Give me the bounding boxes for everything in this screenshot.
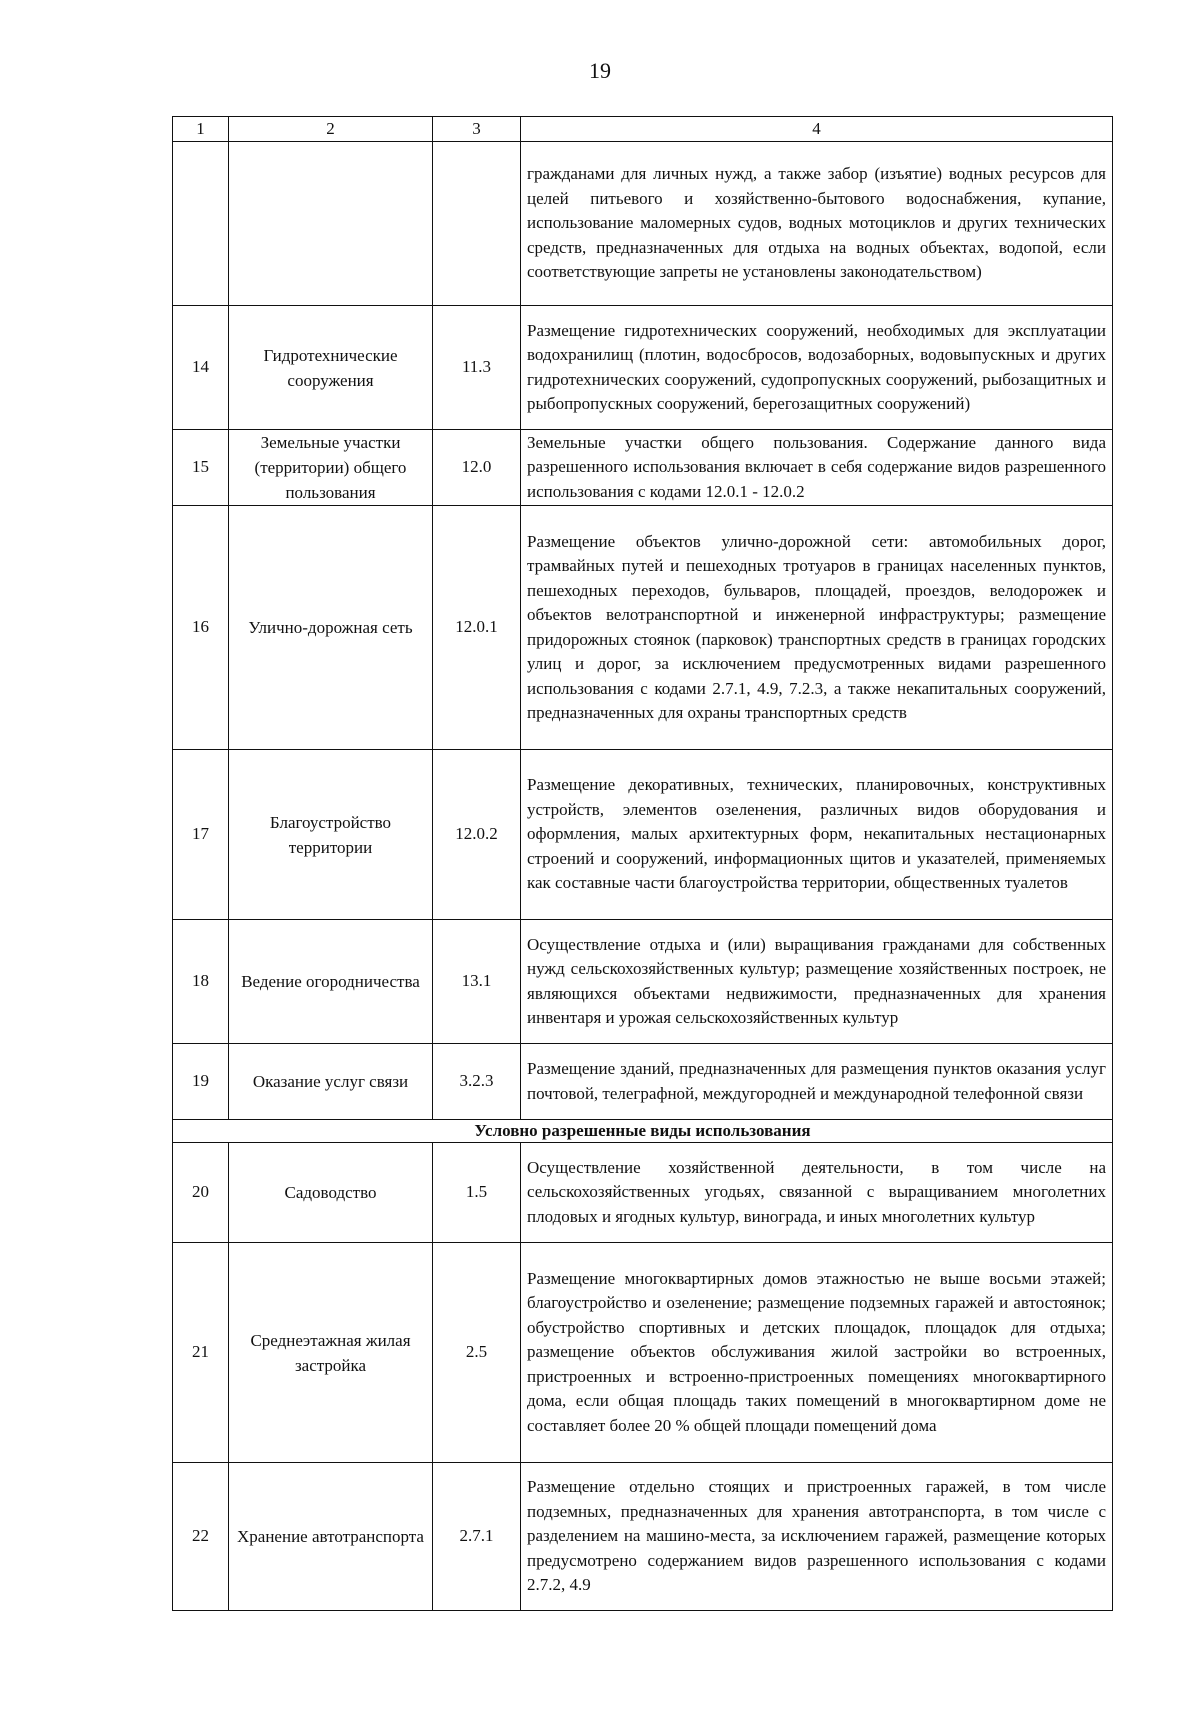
use-name: Хранение автотранспорта bbox=[229, 1463, 433, 1611]
row-number: 20 bbox=[173, 1143, 229, 1243]
land-use-table bbox=[172, 116, 1113, 1611]
row-number: 16 bbox=[173, 506, 229, 750]
table-row bbox=[173, 1463, 1113, 1611]
section-title: Условно разрешенные виды использования bbox=[173, 1120, 1113, 1143]
use-code: 1.5 bbox=[433, 1143, 521, 1243]
use-description: Размещение отдельно стоящих и пристроенных гаражей, в том числе подземных, предназначенных для хранения автотранспорта, в том числе с разделением на машино-места, за исключением гаражей, размещение которых предусмотрено содержанием видов разрешенного использования с кодами 2.7.2, 4.9 bbox=[521, 1463, 1113, 1611]
header-col-1: 1 bbox=[173, 117, 229, 142]
header-col-4: 4 bbox=[521, 117, 1113, 142]
use-name: Благоустройство территории bbox=[229, 750, 433, 920]
use-description: Земельные участки общего пользования. Содержание данного вида разрешенного использования включает в себя содержание видов разрешенного использования с кодами 12.0.1 - 12.0.2 bbox=[521, 430, 1113, 506]
table-row bbox=[173, 1243, 1113, 1463]
use-description: Осуществление отдыха и (или) выращивания гражданами для собственных нужд сельскохозяйственных культур; размещение хозяйственных построек, не являющихся объектами недвижимости, предназначенных для хранения инвентаря и урожая сельскохозяйственных культур bbox=[521, 920, 1113, 1044]
use-description: Размещение объектов улично-дорожной сети: автомобильных дорог, трамвайных путей и пешеходных тротуаров в границах населенных пунктов, пешеходных переходов, бульваров, площадей, проездов, велодорожек и объектов велотранспортной и инженерной инфраструктуры; размещение придорожных стоянок (парковок) транспортных средств в границах городских улиц и дорог, за исключением предусмотренных видами разрешенного использования с кодами 2.7.1, 4.9, 7.2.3, а также некапитальных сооружений, предназначенных для охраны транспортных средств bbox=[521, 506, 1113, 750]
use-code: 12.0 bbox=[433, 430, 521, 506]
row-number: 19 bbox=[173, 1044, 229, 1120]
row-number: 14 bbox=[173, 306, 229, 430]
row-number bbox=[173, 142, 229, 306]
use-name bbox=[229, 142, 433, 306]
row-number: 18 bbox=[173, 920, 229, 1044]
use-description: Осуществление хозяйственной деятельности, в том числе на сельскохозяйственных угодьях, связанной с выращиванием многолетних плодовых и ягодных культур, винограда, и иных многолетних культур bbox=[521, 1143, 1113, 1243]
table-row bbox=[173, 1143, 1113, 1243]
section-row bbox=[173, 1120, 1113, 1143]
use-code: 11.3 bbox=[433, 306, 521, 430]
header-col-3: 3 bbox=[433, 117, 521, 142]
use-description: гражданами для личных нужд, а также забор (изъятие) водных ресурсов для целей питьевого и хозяйственно-бытового водоснабжения, купание, использование маломерных судов, водных мотоциклов и других технических средств, предназначенных для отдыха на водных объектах, водопой, если соответствующие запреты не установлены законодательством) bbox=[521, 142, 1113, 306]
use-description: Размещение гидротехнических сооружений, необходимых для эксплуатации водохранилищ (плотин, водосбросов, водозаборных, водовыпускных и других гидротехнических сооружений, судопропускных сооружений, рыбозащитных и рыбопропускных сооружений, берегозащитных сооружений) bbox=[521, 306, 1113, 430]
use-description: Размещение декоративных, технических, планировочных, конструктивных устройств, элементов озеленения, различных видов оборудования и оформления, малых архитектурных форм, некапитальных нестационарных строений и сооружений, информационных щитов и указателей, применяемых как составные части благоустройства территории, общественных туалетов bbox=[521, 750, 1113, 920]
use-name: Среднеэтажная жилая застройка bbox=[229, 1243, 433, 1463]
table-row bbox=[173, 1044, 1113, 1120]
use-description: Размещение зданий, предназначенных для размещения пунктов оказания услуг почтовой, телеграфной, междугородней и международной телефонной связи bbox=[521, 1044, 1113, 1120]
table-row bbox=[173, 430, 1113, 506]
table-row bbox=[173, 506, 1113, 750]
use-name: Гидротехнические сооружения bbox=[229, 306, 433, 430]
use-name: Оказание услуг связи bbox=[229, 1044, 433, 1120]
table-row bbox=[173, 750, 1113, 920]
page-number: 19 bbox=[589, 58, 611, 83]
table-row bbox=[173, 306, 1113, 430]
row-number: 21 bbox=[173, 1243, 229, 1463]
use-code: 2.7.1 bbox=[433, 1463, 521, 1611]
table-row bbox=[173, 920, 1113, 1044]
use-name: Улично-дорожная сеть bbox=[229, 506, 433, 750]
use-code: 12.0.1 bbox=[433, 506, 521, 750]
header-col-2: 2 bbox=[229, 117, 433, 142]
use-code: 13.1 bbox=[433, 920, 521, 1044]
row-number: 22 bbox=[173, 1463, 229, 1611]
table-header-row bbox=[173, 117, 1113, 142]
use-code: 3.2.3 bbox=[433, 1044, 521, 1120]
row-number: 17 bbox=[173, 750, 229, 920]
use-name: Ведение огородничества bbox=[229, 920, 433, 1044]
use-name: Садоводство bbox=[229, 1143, 433, 1243]
use-name: Земельные участки (территории) общего пользования bbox=[229, 430, 433, 506]
use-code: 2.5 bbox=[433, 1243, 521, 1463]
row-number: 15 bbox=[173, 430, 229, 506]
use-description: Размещение многоквартирных домов этажностью не выше восьми этажей; благоустройство и озеленение; размещение подземных гаражей и автостоянок; обустройство спортивных и детских площадок, площадок для отдыха; размещение объектов обслуживания жилой застройки во встроенных, пристроенных и встроенно-пристроенных помещениях многоквартирного дома, если общая площадь таких помещений в многоквартирном доме не составляет более 20 % общей площади помещений дома bbox=[521, 1243, 1113, 1463]
use-code: 12.0.2 bbox=[433, 750, 521, 920]
table-row bbox=[173, 142, 1113, 306]
use-code bbox=[433, 142, 521, 306]
